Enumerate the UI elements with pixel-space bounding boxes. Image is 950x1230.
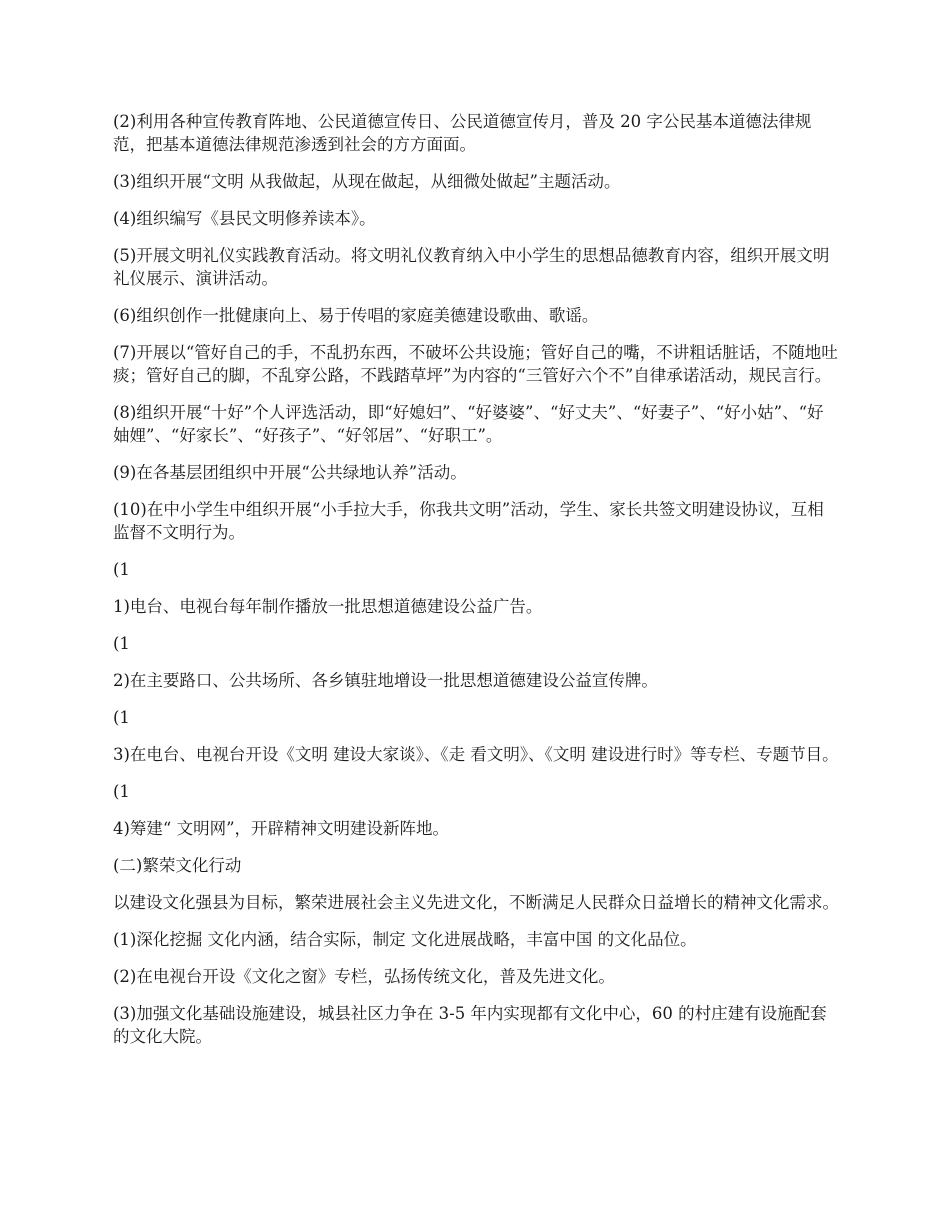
paragraph: (9)在各基层团组织中开展“公共绿地认养”活动。	[113, 463, 467, 482]
paragraph: (1	[113, 634, 130, 653]
paragraph: (1	[113, 708, 130, 727]
paragraph: (1	[113, 560, 130, 579]
paragraph: (1	[113, 782, 130, 801]
paragraph: (5)开展文明礼仪实践教育活动。将文明礼仪教育纳入中小学生的思想品德教育内容，组织开展文明礼仪展示、演讲活动。	[113, 246, 830, 288]
paragraph: 4)筹建“ 文明网”，开辟精神文明建设新阵地。	[113, 819, 450, 838]
paragraph: (7)开展以“管好自己的手，不乱扔东西，不破坏公共设施；管好自己的嘴，不讲粗话脏话，不随地吐痰；管好自己的脚，不乱穿公路，不践踏草坪”为内容的“三管好六个不”自律承诺活动，规民言行。	[113, 343, 838, 385]
paragraph: (3)加强文化基础设施建设，城县社区力争在 3-5 年内实现都有文化中心，60 的村庄建有设施配套的文化大院。	[113, 1004, 827, 1046]
section-heading: (二)繁荣文化行动	[113, 856, 242, 875]
paragraph: (10)在中小学生中组织开展“小手拉大手，你我共文明”活动，学生、家长共签文明建设协议，互相监督不文明行为。	[113, 500, 824, 542]
paragraph: (8)组织开展“十好”个人评选活动，即“好媳妇”、“好婆婆”、“好丈夫”、“好妻子”、“好小姑”、“好妯娌”、“好家长”、“好孩子”、“好邻居”、“好职工”。	[113, 403, 824, 445]
paragraph: 以建设文化强县为目标，繁荣进展社会主义先进文化，不断满足人民群众日益增长的精神文化需求。	[113, 893, 839, 912]
paragraph: (6)组织创作一批健康向上、易于传唱的家庭美德建设歌曲、歌谣。	[113, 306, 599, 325]
paragraph: 1)电台、电视台每年制作播放一批思想道德建设公益广告。	[113, 597, 543, 616]
paragraph: (2)在电视台开设《文化之窗》专栏，弘扬传统文化，普及先进文化。	[113, 967, 615, 986]
paragraph: (1)深化挖掘 文化内涵，结合实际，制定 文化进展战略，丰富中国 的文化品位。	[113, 930, 697, 949]
paragraph: 3)在电台、电视台开设《文明 建设大家谈》、《走 看文明》、《文明 建设进行时》等专栏、专题节目。	[113, 745, 839, 764]
paragraph: 2)在主要路口、公共场所、各乡镇驻地增设一批思想道德建设公益宣传牌。	[113, 671, 658, 690]
paragraph: (4)组织编写《县民文明修养读本》。	[113, 209, 376, 228]
paragraph: (3)组织开展“文明 从我做起，从现在做起，从细微处做起”主题活动。	[113, 172, 621, 191]
paragraph: (2)利用各种宣传教育阵地、公民道德宣传日、公民道德宣传月，普及 20 字公民基本道德法律规范，把基本道德法律规范渗透到社会的方方面面。	[113, 112, 812, 154]
